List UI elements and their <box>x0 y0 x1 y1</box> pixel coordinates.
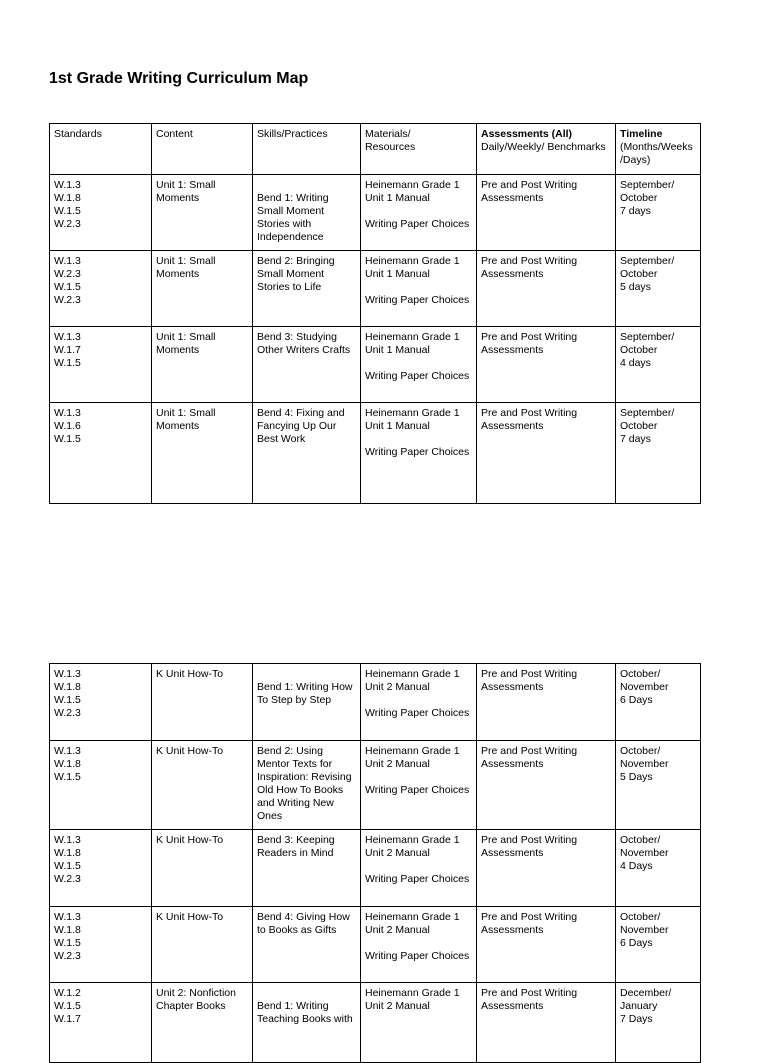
header-row <box>50 124 701 175</box>
cell-assessments: Pre and Post Writing Assessments <box>477 403 616 504</box>
cell-materials: Heinemann Grade 1 Unit 2 Manual <box>361 983 477 1063</box>
cell-skills: Bend 1: Writing Teaching Books with <box>253 983 361 1063</box>
cell-content: K Unit How-To <box>152 907 253 983</box>
cell-skills: Bend 4: Fixing and Fancying Up Our Best Work <box>253 403 361 504</box>
cell-skills: Bend 1: Writing Small Moment Stories with Independence <box>253 175 361 251</box>
curriculum-table-1 <box>49 123 701 504</box>
cell-assessments: Pre and Post Writing Assessments <box>477 830 616 907</box>
cell-materials: Heinemann Grade 1 Unit 1 Manual Writing Paper Choices <box>361 251 477 327</box>
cell-materials: Heinemann Grade 1 Unit 2 Manual Writing Paper Choices <box>361 664 477 741</box>
cell-assessments: Pre and Post Writing Assessments <box>477 664 616 741</box>
cell-standards: W.1.3 W.1.8 W.1.5 W.2.3 <box>50 907 152 983</box>
table-row <box>50 664 701 741</box>
cell-assessments: Pre and Post Writing Assessments <box>477 741 616 830</box>
header-skills: Skills/Practices <box>253 124 361 175</box>
cell-assessments: Pre and Post Writing Assessments <box>477 983 616 1063</box>
cell-standards: W.1.2 W.1.5 W.1.7 <box>50 983 152 1063</box>
table-row <box>50 830 701 907</box>
cell-timeline: September/ October 5 days <box>616 251 701 327</box>
cell-standards: W.1.3 W.1.8 W.1.5 W.2.3 <box>50 830 152 907</box>
table-row <box>50 741 701 830</box>
table-row <box>50 403 701 504</box>
table-row <box>50 983 701 1063</box>
cell-standards: W.1.3 W.1.6 W.1.5 <box>50 403 152 504</box>
cell-materials: Heinemann Grade 1 Unit 1 Manual Writing Paper Choices <box>361 403 477 504</box>
cell-assessments: Pre and Post Writing Assessments <box>477 907 616 983</box>
cell-standards: W.1.3 W.1.8 W.1.5 <box>50 741 152 830</box>
cell-timeline: September/ October 7 days <box>616 175 701 251</box>
header-standards: Standards <box>50 124 152 175</box>
cell-skills: Bend 2: Using Mentor Texts for Inspiration: Revising Old How To Books and Writing New Ones <box>253 741 361 830</box>
cell-content: Unit 1: Small Moments <box>152 403 253 504</box>
cell-materials: Heinemann Grade 1 Unit 2 Manual Writing Paper Choices <box>361 741 477 830</box>
cell-content: K Unit How-To <box>152 741 253 830</box>
cell-standards: W.1.3 W.1.8 W.1.5 W.2.3 <box>50 664 152 741</box>
cell-timeline: October/ November 4 Days <box>616 830 701 907</box>
page-title: 1st Grade Writing Curriculum Map <box>49 70 309 87</box>
table-row <box>50 327 701 403</box>
cell-content: Unit 1: Small Moments <box>152 327 253 403</box>
header-timeline-sub: (Months/Weeks /Days) <box>620 141 693 166</box>
cell-assessments: Pre and Post Writing Assessments <box>477 175 616 251</box>
cell-timeline: September/ October 7 days <box>616 403 701 504</box>
cell-skills: Bend 4: Giving How to Books as Gifts <box>253 907 361 983</box>
cell-content: K Unit How-To <box>152 830 253 907</box>
cell-timeline: October/ November 6 Days <box>616 907 701 983</box>
table-row <box>50 251 701 327</box>
cell-standards: W.1.3 W.1.7 W.1.5 <box>50 327 152 403</box>
cell-materials: Heinemann Grade 1 Unit 1 Manual Writing Paper Choices <box>361 327 477 403</box>
cell-standards: W.1.3 W.2.3 W.1.5 W.2.3 <box>50 251 152 327</box>
header-timeline-title: Timeline <box>620 128 663 140</box>
cell-content: Unit 1: Small Moments <box>152 251 253 327</box>
cell-standards: W.1.3 W.1.8 W.1.5 W.2.3 <box>50 175 152 251</box>
cell-timeline: October/ November 6 Days <box>616 664 701 741</box>
cell-timeline: October/ November 5 Days <box>616 741 701 830</box>
cell-skills: Bend 3: Studying Other Writers Crafts <box>253 327 361 403</box>
header-timeline <box>616 124 701 175</box>
header-assessments-title: Assessments (All) <box>481 128 573 140</box>
header-content: Content <box>152 124 253 175</box>
cell-assessments: Pre and Post Writing Assessments <box>477 327 616 403</box>
cell-content: K Unit How-To <box>152 664 253 741</box>
cell-materials: Heinemann Grade 1 Unit 2 Manual Writing Paper Choices <box>361 907 477 983</box>
curriculum-table-2 <box>49 663 701 1063</box>
table-row <box>50 907 701 983</box>
cell-skills: Bend 3: Keeping Readers in Mind <box>253 830 361 907</box>
header-assessments <box>477 124 616 175</box>
table-row <box>50 175 701 251</box>
cell-timeline: December/ January 7 Days <box>616 983 701 1063</box>
cell-content: Unit 1: Small Moments <box>152 175 253 251</box>
header-materials: Materials/ Resources <box>361 124 477 175</box>
cell-skills: Bend 1: Writing How To Step by Step <box>253 664 361 741</box>
cell-materials: Heinemann Grade 1 Unit 1 Manual Writing Paper Choices <box>361 175 477 251</box>
cell-timeline: September/ October 4 days <box>616 327 701 403</box>
cell-content: Unit 2: Nonfiction Chapter Books <box>152 983 253 1063</box>
cell-skills: Bend 2: Bringing Small Moment Stories to Life <box>253 251 361 327</box>
cell-materials: Heinemann Grade 1 Unit 2 Manual Writing Paper Choices <box>361 830 477 907</box>
header-assessments-sub: Daily/Weekly/ Benchmarks <box>481 141 606 153</box>
cell-assessments: Pre and Post Writing Assessments <box>477 251 616 327</box>
